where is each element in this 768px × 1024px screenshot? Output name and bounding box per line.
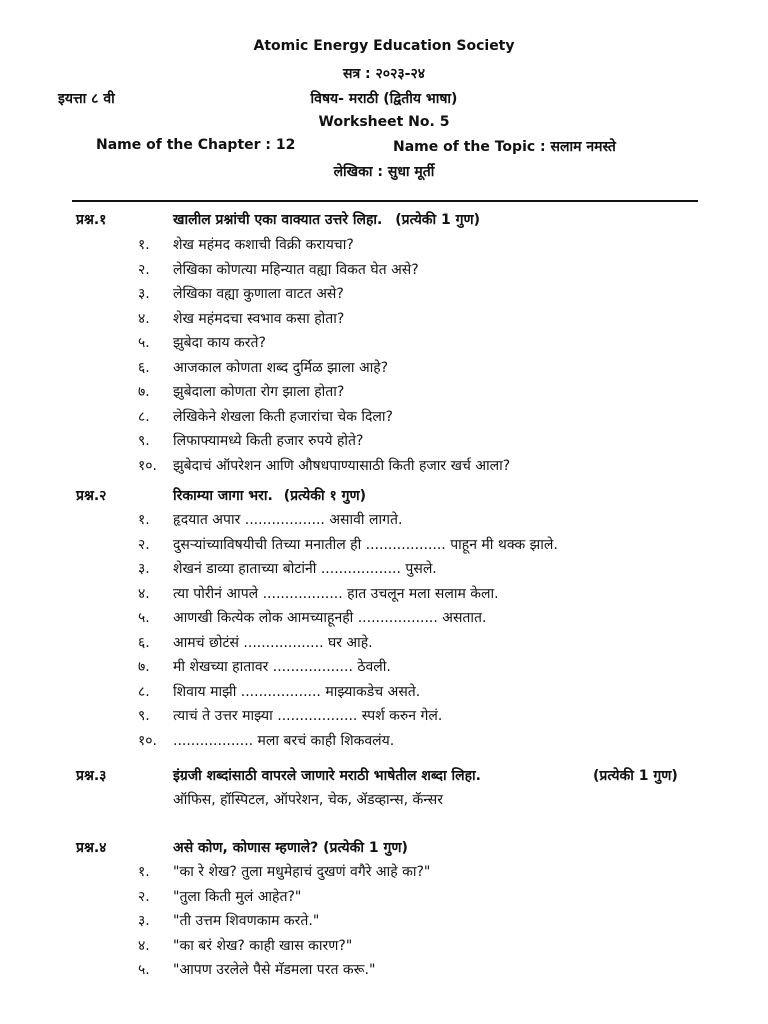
item-text: शेखनं डाव्या हाताच्या बोटांनी .................. पुसले. [173, 561, 437, 577]
item-number: ७. [138, 384, 150, 400]
q2-instruction: रिकाम्या जागा भरा. [173, 488, 273, 504]
item-number: ३. [138, 913, 150, 929]
item-number: ४. [138, 310, 150, 327]
topic-label: Name of the Topic : [393, 139, 546, 155]
q4-instruction: असे कोण, कोणास म्हणाले? (प्रत्येकी 1 गुण) [173, 840, 408, 856]
item-number: ३. [138, 286, 150, 302]
chapter-label: Name of the Chapter : 12 [96, 137, 296, 153]
item-text: आणखी कित्येक लोक आमच्याहूनही .................. असतात. [173, 610, 487, 626]
item-text: "तुला किती मुलं आहेत?" [173, 888, 302, 905]
list-item [0, 510, 700, 532]
item-text: शेख महंमद कशाची विक्री करायचा? [173, 237, 354, 253]
list-item [0, 936, 700, 958]
item-text: हृदयात अपार .................. असावी लागते. [173, 512, 403, 528]
list-item [0, 382, 700, 404]
item-number: ५. [138, 335, 150, 351]
list-item [0, 559, 700, 581]
list-item [0, 887, 700, 909]
list-item [0, 682, 700, 704]
item-number: ६. [138, 359, 150, 376]
q3-words: ऑफिस, हॉस्पिटल, ऑपरेशन, चेक, ॲडव्हान्स, कॅन्सर [173, 792, 443, 808]
item-text: शेख महंमदचा स्वभाव कसा होता? [173, 310, 345, 327]
q1-instruction: खालील प्रश्नांची एका वाक्यात उत्तरे लिहा. [173, 212, 383, 228]
item-number: २. [138, 888, 150, 905]
topic-line [393, 137, 616, 156]
item-number: ७. [138, 659, 150, 675]
item-text: लेखिका कोणत्या महिन्यात वह्या विकत घेत असे? [173, 261, 419, 278]
list-item [0, 260, 700, 282]
worksheet-number: Worksheet No. 5 [318, 114, 450, 130]
session-line: सत्र : २०२३-२४ [342, 66, 426, 82]
item-number: ९. [138, 708, 150, 724]
list-item [0, 407, 700, 429]
item-text: "का रे शेख? तुला मधुमेहाचं दुखणं वगैरे आहे का?" [173, 864, 431, 880]
item-number: ९. [138, 433, 150, 449]
list-item [0, 333, 700, 355]
item-number: ४. [138, 585, 150, 602]
list-item [0, 309, 700, 331]
item-text: .................. मला बरचं काही शिकवलंय. [173, 732, 395, 749]
q2-title [173, 486, 366, 505]
list-item [0, 633, 700, 655]
list-item [0, 535, 700, 557]
list-item [0, 358, 700, 380]
author-line: लेखिका : सुधा मूर्ती [333, 164, 435, 180]
item-number: २. [138, 261, 150, 278]
item-number: ६. [138, 634, 150, 651]
list-item [0, 235, 700, 257]
list-item [0, 608, 700, 630]
list-item [0, 584, 700, 606]
item-text: आजकाल कोणता शब्द दुर्मिळ झाला आहे? [173, 359, 389, 376]
item-text: दुसऱ्यांच्याविषयीची तिच्या मनातील ही .................. पाहून मी थक्क झाले. [173, 536, 558, 553]
list-item [0, 431, 700, 453]
item-text: मी शेखच्या हातावर .................. ठेवली. [173, 659, 391, 675]
item-number: ५. [138, 962, 150, 978]
q1-title [173, 210, 480, 229]
item-text: "आपण उरलेले पैसे मॅडमला परत करू." [173, 962, 376, 978]
item-number: २. [138, 536, 150, 553]
subject-line: विषय- मराठी (द्वितीय भाषा) [310, 91, 458, 107]
item-number: १०. [138, 732, 158, 749]
item-text: लिफाफ्यामध्ये किती हजार रुपये होते? [173, 433, 364, 449]
item-number: ५. [138, 610, 150, 626]
q3-number: प्रश्न.३ [76, 768, 107, 784]
q4-number: प्रश्न.४ [76, 840, 107, 856]
item-text: लेखिका वह्या कुणाला वाटत असे? [173, 286, 344, 302]
item-number: १. [138, 237, 150, 253]
org-title: Atomic Energy Education Society [253, 38, 515, 54]
item-number: ४. [138, 937, 150, 954]
class-label: इयत्ता ८ वी [58, 91, 115, 107]
item-number: १०. [138, 457, 158, 474]
item-number: ८. [138, 408, 150, 425]
item-text: "ती उत्तम शिवणकाम करते." [173, 913, 320, 929]
list-item [0, 456, 700, 478]
list-item [0, 862, 700, 884]
list-item [0, 960, 700, 982]
list-item [0, 911, 700, 933]
q1-marks: (प्रत्येकी 1 गुण) [395, 212, 481, 228]
list-item [0, 706, 700, 728]
item-text: त्याचं ते उत्तर माझ्या .................. स्पर्श करुन गेलं. [173, 708, 443, 724]
item-text: झुबेदाला कोणता रोग झाला होता? [173, 384, 345, 400]
topic-value: सलाम नमस्ते [550, 139, 616, 155]
item-number: ८. [138, 683, 150, 700]
item-number: ३. [138, 561, 150, 577]
item-text: शिवाय माझी .................. माझ्याकडेच असते. [173, 683, 421, 700]
q3-instruction: इंग्रजी शब्दांसाठी वापरले जाणारे मराठी भाषेतील शब्दा लिहा. [173, 768, 481, 784]
list-item [0, 731, 700, 753]
item-text: लेखिकेने शेखला किती हजारांचा चेक दिला? [173, 408, 393, 425]
item-text: आमचं छोटंसं .................. घर आहे. [173, 634, 373, 651]
item-number: १. [138, 864, 150, 880]
item-text: झुबेदा काय करते? [173, 335, 266, 351]
q3-marks: (प्रत्येकी 1 गुण) [593, 768, 678, 784]
q1-number: प्रश्न.१ [76, 212, 107, 228]
item-text: त्या पोरीनं आपले .................. हात उचलून मला सलाम केला. [173, 585, 499, 602]
list-item [0, 657, 700, 679]
item-text: झुबेदाचं ऑपरेशन आणि औषधपाण्यासाठी किती हजार खर्च आला? [173, 457, 511, 474]
q2-number: प्रश्न.२ [76, 488, 107, 504]
header-divider [72, 200, 698, 202]
list-item [0, 284, 700, 306]
item-number: १. [138, 512, 150, 528]
q2-marks: (प्रत्येकी १ गुण) [283, 488, 367, 504]
item-text: "का बरं शेख? काही खास कारण?" [173, 937, 353, 954]
